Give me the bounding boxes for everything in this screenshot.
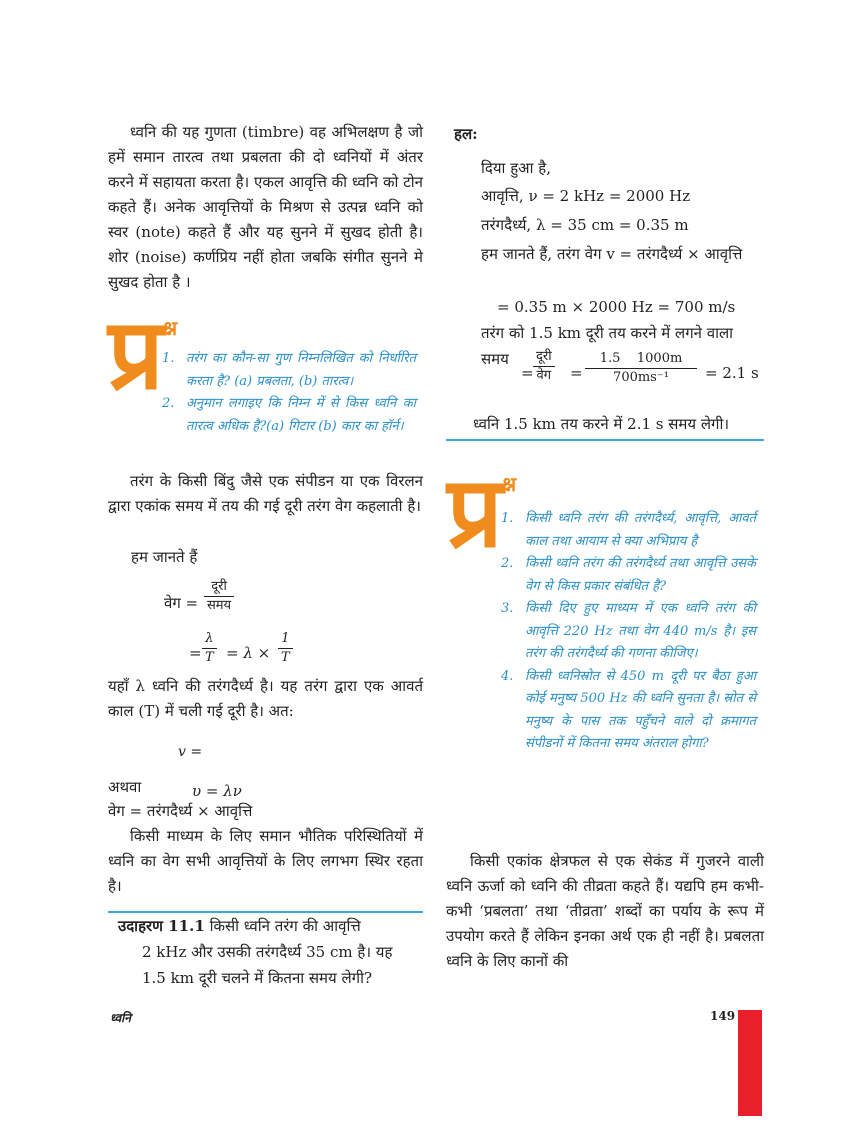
- velocity-label: वेग =: [164, 594, 199, 612]
- v-lambda-nu-formula: υ = λν: [192, 782, 242, 800]
- wavelength-paragraph: यहाँ λ ध्वनि की तरंगदैर्ध्य है। यह तरंग द्वारा एक आवर्त काल (T) में चली गई दूरी है। अत:: [108, 677, 423, 720]
- question-text: अनुमान लगाइए कि निम्न में से किस ध्वनि का तारत्व अधिक है?(a) गिटार (b) कार का हॉर्न।: [186, 396, 416, 434]
- example-line-2: 2 kHz और उसकी तरंगदैर्ध्य 35 cm है। यह: [142, 943, 393, 961]
- equals-sign: =: [570, 364, 583, 382]
- solution-conclusion: ध्वनि 1.5 km तय करने में 2.1 s समय लेगी।: [473, 415, 730, 433]
- equals-sign: =: [189, 644, 202, 662]
- fraction-numerator: दूरी: [533, 348, 555, 367]
- distance-velocity-fraction: [533, 348, 555, 385]
- formula-line: हम जानते हैं, तरंग वेग v = तरंगदैर्ध्य × आवृत्ति: [481, 245, 743, 263]
- question-text: किसी ध्वनि तरंग की तरंगदैर्ध्य, आवृत्ति, आवर्त काल तथा आयाम से क्या अभिप्राय है: [525, 511, 756, 549]
- fraction-denominator: T: [205, 650, 214, 665]
- we-know-text: हम जानते हैं: [131, 548, 198, 566]
- question-number: 1.: [162, 351, 175, 366]
- question-item: [501, 598, 756, 666]
- fraction-numerator: λ: [202, 630, 217, 649]
- example-text: किसी ध्वनि तरंग की आवृत्ति: [209, 917, 361, 935]
- given-text: दिया हुआ है,: [481, 159, 551, 177]
- question-number: 1.: [501, 511, 514, 526]
- question-item: [501, 508, 756, 553]
- question-text: किसी ध्वनि तरंग की तरंगदैर्ध्य तथा आवृत्ति उसके वेग से किस प्रकार संबंधित है?: [525, 556, 756, 594]
- question-text: किसी दिए हुए माध्यम में एक ध्वनि तरंग की आवृत्ति 220 Hz तथा वेग 440 m/s है। इस तरंग की तरंगदैर्ध्य की गणना कीजिए।: [525, 601, 756, 661]
- question-item: [501, 553, 756, 598]
- question-big-letter: प्र: [447, 456, 503, 570]
- lambda-times: = λ ×: [226, 644, 271, 662]
- example-line-1: [118, 913, 361, 939]
- fraction-numerator: 1: [278, 630, 293, 649]
- question-item: [162, 393, 416, 438]
- solution-divider: [446, 439, 764, 441]
- question-list-1: [162, 348, 416, 438]
- velocity-formula-words: वेग = तरंगदैर्ध्य × आवृत्ति: [108, 802, 253, 820]
- fraction-denominator: समय: [207, 598, 232, 613]
- chapter-name: ध्वनि: [110, 1011, 131, 1025]
- question-number: 2.: [501, 556, 514, 571]
- lambda-over-t: [202, 630, 217, 667]
- page-edge-tab: [738, 1010, 762, 1116]
- numeric-fraction: [585, 350, 697, 387]
- question-number: 2.: [162, 396, 175, 411]
- intro-paragraph: ध्वनि की यह गुणता (timbre) वह अभिलक्षण है जो हमें समान तारत्व तथा प्रबलता की दो ध्वनियों में अंतर करने में सहायता करता है। एकल आवृत्ति की ध्वनि को टोन कहते हैं। अनेक आवृत्तियों के मिश्रण से उत्पन्न ध्वनि को स्वर (note) कहते हैं और यह सुनने में सुखद होती है। शोर (noise) कर्णप्रिय नहीं होता जबकि संगीत सुनने मे सुखद होता है ।: [108, 123, 423, 291]
- page-number: 149: [710, 1009, 736, 1023]
- question-item: [501, 666, 756, 756]
- fraction-denominator: 700ms⁻¹: [613, 370, 669, 385]
- medium-paragraph: किसी माध्यम के लिए समान भौतिक परिस्थितियों में ध्वनि का वेग सभी आवृत्तियों के लिए लगभग स्थिर रहता है।: [108, 827, 423, 895]
- frequency-line: आवृत्ति, ν = 2 kHz = 2000 Hz: [481, 187, 691, 205]
- fraction-numerator: दूरी: [204, 578, 234, 597]
- calculation-line: = 0.35 m × 2000 Hz = 700 m/s: [497, 298, 736, 316]
- example-label: उदाहरण 11.1: [118, 917, 205, 935]
- question-text: तरंग का कौन-सा गुण निम्नलिखित को निर्धारित करता है? (a) प्रबलता, (b) तारत्व।: [186, 351, 416, 389]
- question-list-2: [501, 508, 756, 756]
- intensity-paragraph: किसी एकांक क्षेत्रफल से एक सेकंड में गुजरने वाली ध्वनि ऊर्जा को ध्वनि की तीव्रता कहते हैं। यद्यपि हम कभी-कभी ‘प्रबलता’ तथा ‘तीव्रता’ शब्दों का पर्याय के रूप में उपयोग करते हैं लेकिन इनका अर्थ एक ही नहीं है। प्रबलता ध्वनि के लिए कानों की: [446, 852, 764, 970]
- question-number: 4.: [501, 668, 514, 684]
- wave-velocity-paragraph: तरंग के किसी बिंदु जैसे एक संपीडन या एक विरलन द्वारा एकांक समय में तय की गई दूरी तरंग वेग कहलाती है।: [108, 472, 423, 515]
- question-number: 3.: [501, 601, 514, 616]
- fraction-denominator: वेग: [536, 368, 552, 383]
- result-value: = 2.1 s: [705, 364, 759, 382]
- fraction-denominator: T: [281, 650, 290, 665]
- distance-time-fraction: [204, 578, 234, 615]
- question-heading: श्न: [163, 316, 178, 340]
- wavelength-line: तरंगदैर्ध्य, λ = 35 cm = 0.35 m: [481, 216, 689, 234]
- question-text: किसी ध्वनिस्रोत से 450 m दूरी पर बैठा हुआ कोई मनुष्य 500 Hz की ध्वनि सुनता है। स्रोत से मनुष्य के पास तक पहुँचने वाले दो क्रमागत संपीडनों में कितना समय अंतराल होगा?: [525, 668, 756, 751]
- one-over-t: [278, 630, 293, 667]
- question-big-letter: प्र: [108, 298, 164, 412]
- athva-text: अथवा: [108, 778, 142, 796]
- question-item: [162, 348, 416, 393]
- question-heading: श्न: [502, 472, 517, 496]
- fraction-numerator: 1.5 1000m: [585, 350, 697, 369]
- time-label: समय: [481, 350, 509, 368]
- example-line-3: 1.5 km दूरी चलने में कितना समय लेगी?: [142, 969, 373, 987]
- equals-sign: =: [521, 364, 534, 382]
- time-question-line: तरंग को 1.5 km दूरी तय करने में लगने वाला: [481, 324, 734, 342]
- v-equals: v =: [178, 744, 203, 760]
- solution-heading: हल:: [454, 125, 478, 143]
